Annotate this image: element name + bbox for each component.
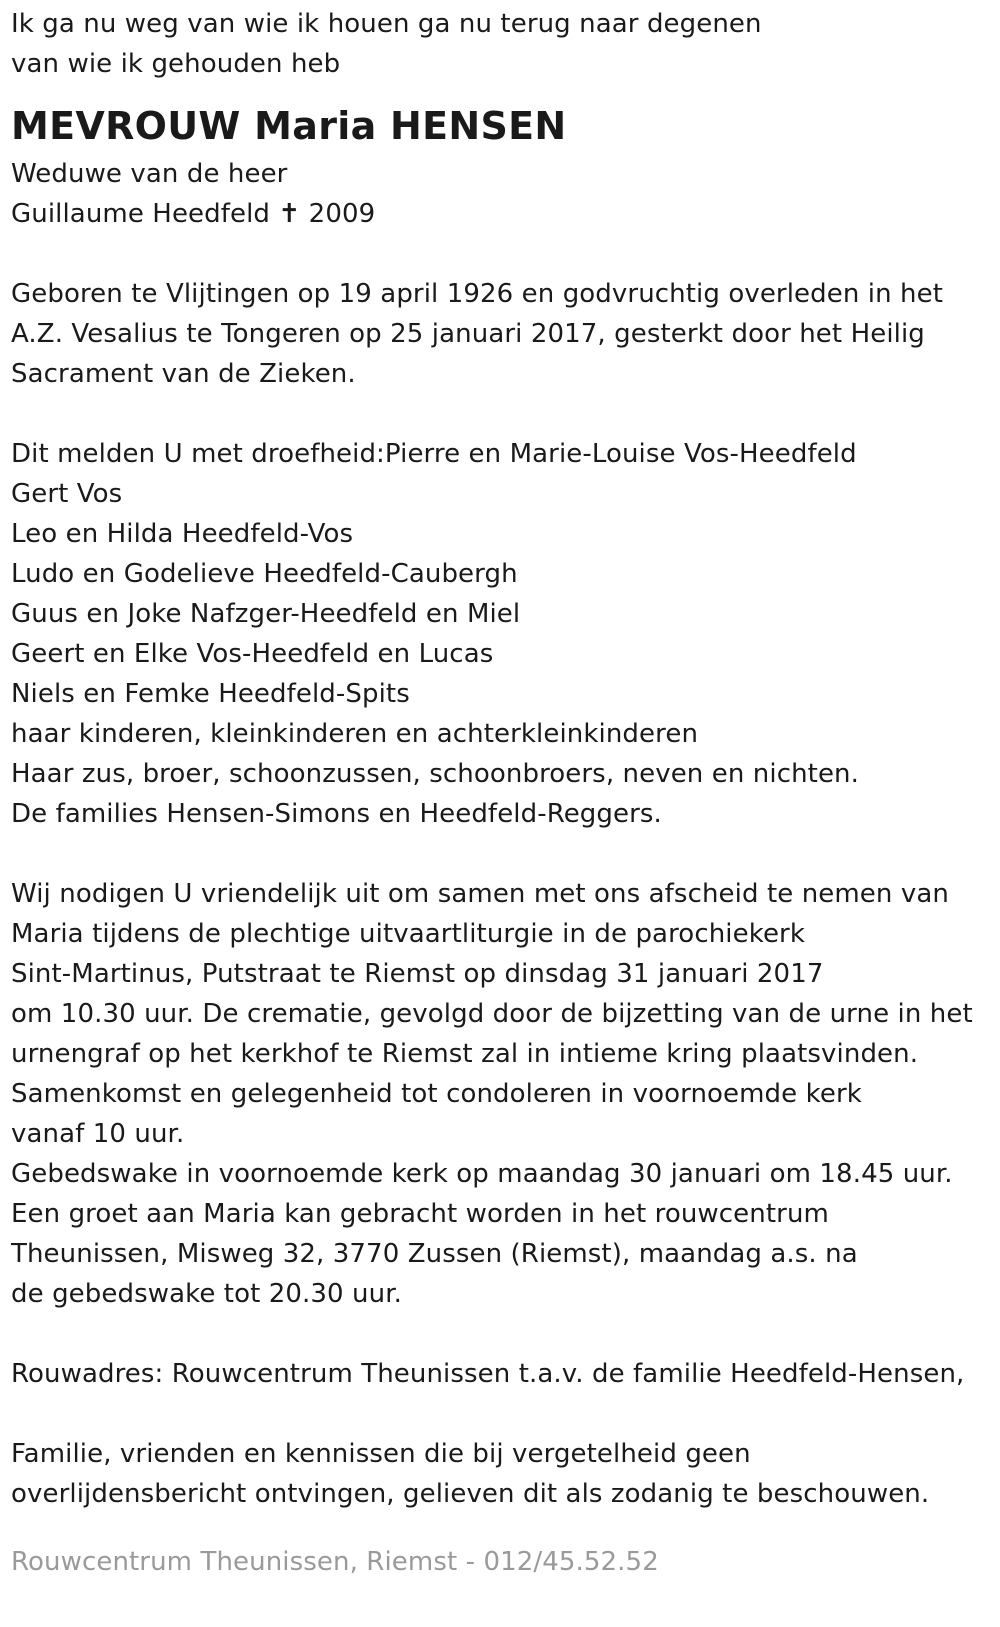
family-line: Ludo en Godelieve Heedfeld-Caubergh <box>11 559 518 589</box>
widow-line: Weduwe van de heer <box>11 159 288 189</box>
ceremony-line: Sint-Martinus, Putstraat te Riemst op dinsdag 31 januari 2017 <box>11 959 824 989</box>
family-line: Gert Vos <box>11 479 123 509</box>
notice-line: Familie, vrienden en kennissen die bij vergetelheid geen <box>11 1439 751 1469</box>
deceased-name: MEVROUW Maria HENSEN <box>11 104 567 148</box>
ceremony-line: urnengraf op het kerkhof te Riemst zal in intieme kring plaatsvinden. <box>11 1039 919 1069</box>
spouse-death-year: 2009 <box>308 199 376 229</box>
family-line: Niels en Femke Heedfeld-Spits <box>11 679 410 709</box>
family-line: De families Hensen-Simons en Heedfeld-Reggers. <box>11 799 662 829</box>
spouse-line <box>11 194 996 234</box>
biography <box>11 274 996 394</box>
notice-line: overlijdensbericht ontvingen, gelieven dit als zodanig te beschouwen. <box>11 1479 930 1509</box>
ceremony-line: de gebedswake tot 20.30 uur. <box>11 1279 402 1309</box>
family-line: Haar zus, broer, schoonzussen, schoonbroers, neven en nichten. <box>11 759 860 789</box>
motto-line: Ik ga nu weg van wie ik houen ga nu terug naar degenen <box>11 9 762 39</box>
spacer <box>11 394 996 434</box>
biography-line: Sacrament van de Zieken. <box>11 359 356 389</box>
spouse-name: Guillaume Heedfeld <box>11 199 271 229</box>
motto-line: van wie ik gehouden heb <box>11 49 341 79</box>
ceremony-line: Theunissen, Misweg 32, 3770 Zussen (Riemst), maandag a.s. na <box>11 1239 858 1269</box>
family-line: Guus en Joke Nafzger-Heedfeld en Miel <box>11 599 521 629</box>
ceremony-line: Gebedswake in voornoemde kerk op maandag 30 januari om 18.45 uur. <box>11 1159 953 1189</box>
mourning-address: Rouwadres: Rouwcentrum Theunissen t.a.v. de familie Heedfeld-Hensen, <box>11 1359 965 1389</box>
spacer <box>11 234 996 274</box>
ceremony-line: vanaf 10 uur. <box>11 1119 185 1149</box>
ceremony-line: om 10.30 uur. De crematie, gevolgd door de bijzetting van de urne in het <box>11 999 973 1029</box>
family-line: Geert en Elke Vos-Heedfeld en Lucas <box>11 639 494 669</box>
spacer <box>11 1314 996 1354</box>
ceremony-line: Wij nodigen U vriendelijk uit om samen met ons afscheid te nemen van <box>11 879 949 909</box>
cross-icon: ✝ <box>278 199 301 229</box>
family-line: Leo en Hilda Heedfeld-Vos <box>11 519 354 549</box>
funeral-home-footer: Rouwcentrum Theunissen, Riemst - 012/45.52.52 <box>11 1547 659 1577</box>
motto <box>11 4 996 84</box>
spacer <box>11 1394 996 1434</box>
ceremony-line: Samenkomst en gelegenheid tot condoleren in voornoemde kerk <box>11 1079 862 1109</box>
family-list <box>11 434 996 834</box>
obituary-document <box>11 4 996 1582</box>
spacer <box>11 834 996 874</box>
ceremony-line: Een groet aan Maria kan gebracht worden in het rouwcentrum <box>11 1199 829 1229</box>
biography-line: Geboren te Vlijtingen op 19 april 1926 en godvruchtig overleden in het <box>11 279 944 309</box>
notice <box>11 1434 996 1514</box>
biography-line: A.Z. Vesalius te Tongeren op 25 januari 2017, gesterkt door het Heilig <box>11 319 925 349</box>
ceremony-line: Maria tijdens de plechtige uitvaartliturgie in de parochiekerk <box>11 919 805 949</box>
ceremony-details <box>11 874 996 1314</box>
family-line: Dit melden U met droefheid:Pierre en Marie-Louise Vos-Heedfeld <box>11 439 857 469</box>
family-line: haar kinderen, kleinkinderen en achterkleinkinderen <box>11 719 699 749</box>
spacer <box>11 84 996 98</box>
